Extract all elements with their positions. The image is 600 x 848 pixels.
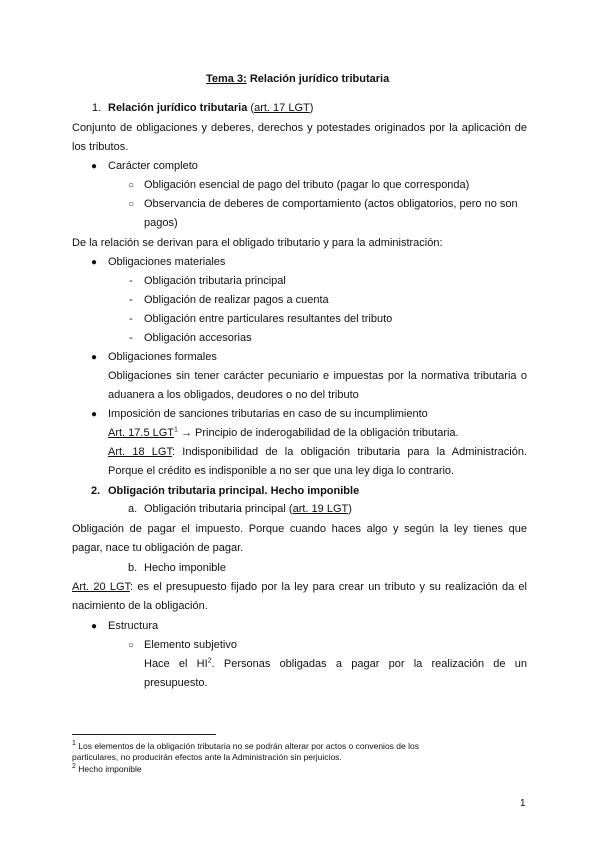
sub-b-label: Hecho imponible <box>144 562 226 574</box>
art-18-line-2: Porque el crédito es indisponible a no ser que una ley diga lo contrario. <box>108 465 455 477</box>
elemento-subjetivo-label: Elemento subjetivo <box>144 639 237 651</box>
footnote-2-mark: 2 <box>72 763 76 771</box>
ref-art20: Art. 20 LGT <box>72 581 131 593</box>
materiales-item-3: Obligación entre particulares resultantes del tributo <box>144 313 393 325</box>
ref-paren-close: ) <box>309 102 314 114</box>
art-20-line <box>72 580 527 594</box>
bullet-dot-icon: ● <box>91 352 98 363</box>
section-2-heading: Obligación tributaria principal. Hecho imponible <box>108 485 360 497</box>
section-2-number: 2. <box>91 485 101 497</box>
section-1-title: Relación jurídico tributaria <box>108 102 248 114</box>
paragraph-3-line-2: pagar, nace tu obligación de pagar. <box>72 542 244 554</box>
art-20-text: : es el presupuesto fijado por la ley para crear un tributo y su realización da el <box>130 581 527 593</box>
dash-bullet-icon: - <box>129 313 133 325</box>
footnote-ref-2: 2 <box>207 657 212 665</box>
materiales-item-1: Obligación tributaria principal <box>144 275 286 287</box>
footnote-2-line <box>72 764 142 775</box>
formales-label: Obligaciones formales <box>108 351 217 363</box>
ref-art18: Art. 18 LGT <box>108 446 172 458</box>
sanciones-label: Imposición de sanciones tributarias en caso de su incumplimiento <box>108 408 428 420</box>
caracter-label: Carácter completo <box>108 160 198 172</box>
bullet-dot-icon: ● <box>91 621 98 632</box>
circle-bullet-icon: ○ <box>128 180 135 191</box>
ref-art19: art. 19 LGT <box>292 503 349 515</box>
paragraph-1-line-2: los tributos. <box>72 141 129 153</box>
sub-a-number: a. <box>128 503 138 515</box>
elemento-line-1b: . Personas obligadas a pagar por la realización de un <box>211 658 527 670</box>
paragraph-2: De la relación se derivan para el obligado tributario y para la administración: <box>72 237 443 249</box>
caracter-item-2-cont: pagos) <box>144 217 178 229</box>
page-title <box>206 72 389 86</box>
circle-bullet-icon: ○ <box>128 199 135 210</box>
bullet-dot-icon: ● <box>91 257 98 268</box>
art-17-5-text: → Principio de inderogabilidad de la obligación tributaria. <box>177 427 459 439</box>
elemento-line-1 <box>144 657 527 671</box>
section-1-number: 1. <box>92 102 102 114</box>
footnote-divider <box>72 734 216 735</box>
footnote-ref-1: 1 <box>174 426 178 434</box>
dash-bullet-icon: - <box>129 294 133 306</box>
sub-a-label: Obligación tributaria principal <box>144 503 286 515</box>
ref-paren-open: ( <box>250 102 255 114</box>
elemento-line-2: presupuesto. <box>144 677 208 689</box>
dash-bullet-icon: - <box>129 332 133 344</box>
materiales-item-2: Obligación de realizar pagos a cuenta <box>144 294 329 306</box>
circle-bullet-icon: ○ <box>128 640 135 651</box>
caracter-item-2: Observancia de deberes de comportamiento (actos obligatorios, pero no son <box>144 198 518 210</box>
title-text: Relación jurídico tributaria <box>249 73 390 85</box>
ref-paren-close: ) <box>348 503 352 515</box>
footnote-1-text-1: Los elementos de la obligación tributaria no se podrán alterar por actos o convenios de los <box>78 741 419 751</box>
paragraph-3-line-1: Obligación de pagar el impuesto. Porque cuando haces algo y según la ley tienes que <box>72 523 527 535</box>
art-18-line <box>108 445 527 459</box>
footnote-2-text: Hecho imponible <box>78 764 142 774</box>
formales-text-1: Obligaciones sin tener carácter pecuniario e impuestas por la normativa tributaria o <box>108 370 527 382</box>
materiales-item-4: Obligación accesorias <box>144 332 252 344</box>
estructura-label: Estructura <box>108 620 159 632</box>
footnote-1-line-1 <box>72 741 419 752</box>
art-18-text: : Indisponibilidad de la obligación tributaria para la Administración. <box>171 446 527 458</box>
paragraph-1-line-1: Conjunto de obligaciones y deberes, derechos y potestades originados por la aplicación de <box>72 122 527 134</box>
ref-art17-5: Art. 17.5 LGT <box>108 427 175 439</box>
footnote-1-line-2: particulares, no producirán efectos ante la Administración sin perjuicios. <box>72 752 342 762</box>
page-number: 1 <box>520 798 526 809</box>
sub-a-heading <box>144 502 352 516</box>
art-20-line-2: nacimiento de la obligación. <box>72 600 208 612</box>
elemento-line-1a: Hace el HI <box>144 658 208 670</box>
ref-paren-open: ( <box>288 503 293 515</box>
formales-text-2: aduanera a los obligados, deudores o no del tributo <box>108 389 359 401</box>
sub-b-number: b. <box>128 562 138 574</box>
art-17-5-line <box>108 426 459 440</box>
ref-art17: art. 17 LGT <box>254 102 310 114</box>
title-prefix: Tema 3: <box>206 73 247 85</box>
caracter-item-1: Obligación esencial de pago del tributo (pagar lo que corresponda) <box>144 179 470 191</box>
bullet-dot-icon: ● <box>91 409 98 420</box>
materiales-label: Obligaciones materiales <box>108 256 226 268</box>
bullet-dot-icon: ● <box>91 161 98 172</box>
section-1-heading <box>108 101 313 115</box>
footnote-1-mark: 1 <box>72 740 76 748</box>
dash-bullet-icon: - <box>129 275 133 287</box>
